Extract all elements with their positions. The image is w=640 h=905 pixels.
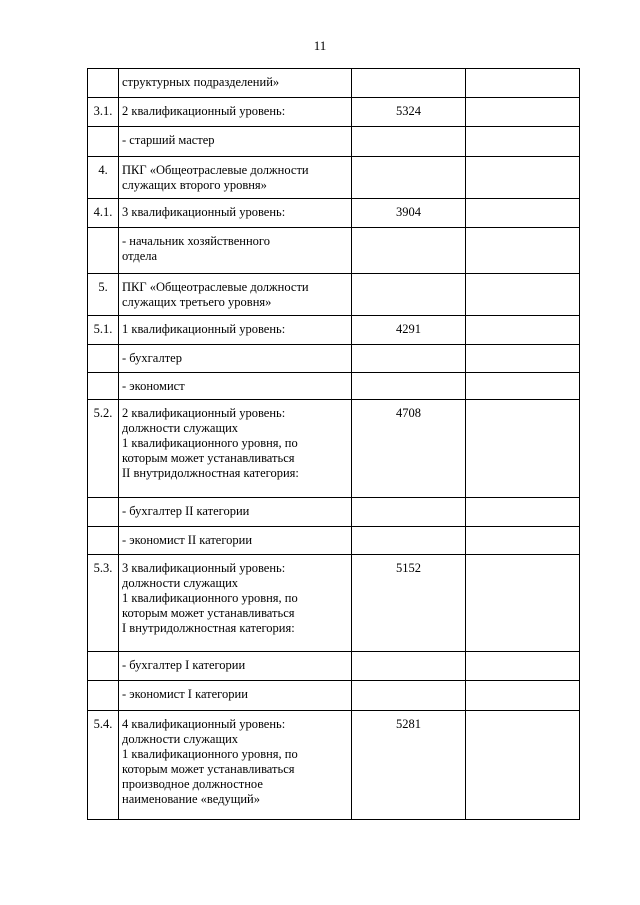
row-number-cell: 5.2. (88, 400, 119, 498)
row-number-cell: 5.3. (88, 555, 119, 652)
position-name-line: 3 квалификационный уровень: (122, 205, 286, 219)
position-name-cell (119, 527, 352, 555)
position-name-line: 1 квалификационного уровня, по (122, 436, 298, 450)
empty-cell (466, 681, 580, 711)
position-name-line: - бухгалтер II категории (122, 504, 250, 518)
salary-value-cell (352, 228, 466, 274)
position-name-line: - экономист (122, 379, 185, 393)
position-name-line: - начальник хозяйственного (122, 234, 270, 248)
position-name-line: - бухгалтер I категории (122, 658, 246, 672)
empty-cell (466, 345, 580, 373)
row-number-cell (88, 345, 119, 373)
position-name-cell (119, 274, 352, 316)
row-number-cell: 5.1. (88, 316, 119, 345)
row-number-cell (88, 69, 119, 98)
row-number-cell (88, 527, 119, 555)
position-name-line: 4 квалификационный уровень: (122, 717, 286, 731)
salary-value-cell (352, 274, 466, 316)
position-name-cell (119, 127, 352, 157)
row-number-cell (88, 681, 119, 711)
position-name-line: - бухгалтер (122, 351, 182, 365)
salary-value-cell: 3904 (352, 199, 466, 228)
position-name-cell (119, 373, 352, 400)
position-name-line: отдела (122, 249, 158, 263)
salary-value-cell (352, 527, 466, 555)
position-name-cell (119, 498, 352, 527)
row-number-cell: 3.1. (88, 98, 119, 127)
row-number-cell (88, 498, 119, 527)
position-name-cell (119, 652, 352, 681)
table-row (88, 157, 580, 199)
position-name-line: ПКГ «Общеотраслевые должности (122, 280, 309, 294)
empty-cell (466, 98, 580, 127)
position-name-line: которым может устанавливаться (122, 451, 295, 465)
table-row (88, 69, 580, 98)
table-row (88, 199, 580, 228)
position-name-line: - экономист II категории (122, 533, 253, 547)
position-name-line: - экономист I категории (122, 687, 248, 701)
table-row (88, 228, 580, 274)
salary-value-cell: 4291 (352, 316, 466, 345)
empty-cell (466, 400, 580, 498)
row-number-cell (88, 652, 119, 681)
position-name-cell (119, 555, 352, 652)
table-body (88, 69, 580, 820)
table-row (88, 555, 580, 652)
position-name-line: должности служащих (122, 421, 239, 435)
position-name-line: 2 квалификационный уровень: (122, 406, 286, 420)
position-name-cell (119, 316, 352, 345)
row-number-cell: 4. (88, 157, 119, 199)
empty-cell (466, 274, 580, 316)
empty-cell (466, 228, 580, 274)
table-row (88, 127, 580, 157)
salary-value-cell (352, 69, 466, 98)
page-number: 11 (313, 38, 327, 53)
table-row (88, 345, 580, 373)
table-row (88, 711, 580, 820)
position-name-line: служащих второго уровня» (122, 178, 267, 192)
table-row (88, 98, 580, 127)
row-number-cell (88, 127, 119, 157)
table-row (88, 652, 580, 681)
table-row (88, 316, 580, 345)
empty-cell (466, 373, 580, 400)
empty-cell (466, 527, 580, 555)
salary-value-cell (352, 345, 466, 373)
empty-cell (466, 652, 580, 681)
position-salary-table (87, 68, 580, 820)
row-number-cell: 5. (88, 274, 119, 316)
position-name-line: 1 квалификационного уровня, по (122, 747, 298, 761)
empty-cell (466, 498, 580, 527)
position-name-line: - старший мастер (122, 133, 215, 147)
empty-cell (466, 555, 580, 652)
position-name-cell (119, 69, 352, 98)
position-name-line: 2 квалификационный уровень: (122, 104, 286, 118)
salary-value-cell: 4708 (352, 400, 466, 498)
table-row (88, 373, 580, 400)
position-name-line: II внутридолжностная категория: (122, 466, 299, 480)
salary-value-cell: 5324 (352, 98, 466, 127)
position-name-cell (119, 228, 352, 274)
position-name-cell (119, 681, 352, 711)
salary-value-cell (352, 652, 466, 681)
position-name-line: 3 квалификационный уровень: (122, 561, 286, 575)
position-name-line: должности служащих (122, 576, 239, 590)
table-row (88, 498, 580, 527)
salary-value-cell (352, 157, 466, 199)
position-name-line: служащих третьего уровня» (122, 295, 272, 309)
salary-value-cell (352, 681, 466, 711)
empty-cell (466, 69, 580, 98)
position-name-line: 1 квалификационного уровня, по (122, 591, 298, 605)
position-name-line: структурных подразделений» (122, 75, 280, 89)
position-name-cell (119, 345, 352, 373)
table-row (88, 527, 580, 555)
row-number-cell (88, 228, 119, 274)
position-name-line: производное должностное (122, 777, 263, 791)
empty-cell (466, 199, 580, 228)
position-name-line: ПКГ «Общеотраслевые должности (122, 163, 309, 177)
position-name-line: которым может устанавливаться (122, 606, 295, 620)
row-number-cell: 5.4. (88, 711, 119, 820)
empty-cell (466, 157, 580, 199)
row-number-cell (88, 373, 119, 400)
empty-cell (466, 316, 580, 345)
position-name-cell (119, 400, 352, 498)
position-name-line: наименование «ведущий» (122, 792, 260, 806)
table-row (88, 274, 580, 316)
salary-value-cell: 5281 (352, 711, 466, 820)
salary-value-cell (352, 127, 466, 157)
table-row (88, 681, 580, 711)
row-number-cell: 4.1. (88, 199, 119, 228)
position-name-cell (119, 157, 352, 199)
position-name-cell (119, 711, 352, 820)
salary-value-cell: 5152 (352, 555, 466, 652)
position-name-cell (119, 199, 352, 228)
table-row (88, 400, 580, 498)
salary-value-cell (352, 498, 466, 527)
salary-value-cell (352, 373, 466, 400)
empty-cell (466, 127, 580, 157)
position-name-line: 1 квалификационный уровень: (122, 322, 286, 336)
position-name-line: должности служащих (122, 732, 239, 746)
position-name-cell (119, 98, 352, 127)
position-name-line: которым может устанавливаться (122, 762, 295, 776)
position-name-line: I внутридолжностная категория: (122, 621, 295, 635)
empty-cell (466, 711, 580, 820)
